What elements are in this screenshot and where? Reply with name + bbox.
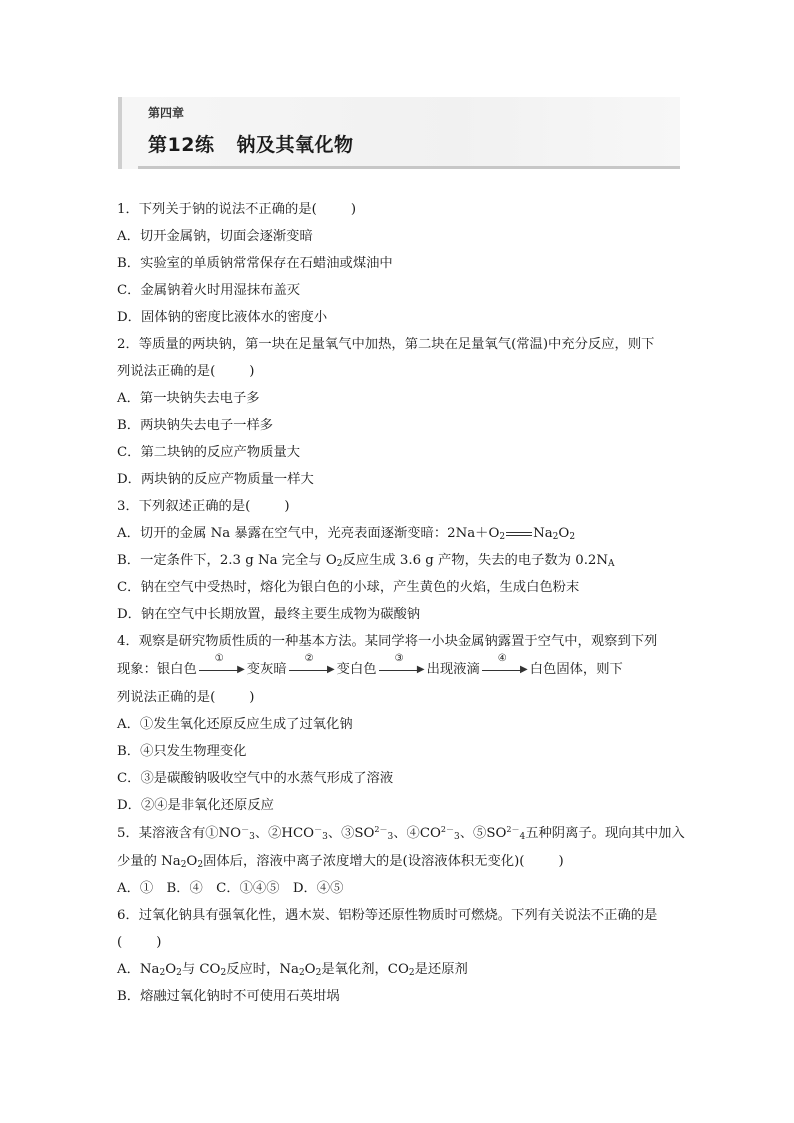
question-1-option-b: B．实验室的单质钠常常保存在石蜡油或煤油中	[117, 256, 393, 271]
question-4-stem-line3: 列说法正确的是( )	[117, 690, 255, 705]
chapter-header	[118, 97, 680, 169]
question-2-stem-line1: 2．等质量的两块钠，第一块在足量氧气中加热，第二块在足量氧气(常温)中充分反应，则下	[117, 337, 655, 352]
question-1-option-a: A．切开金属钠，切面会逐渐变暗	[117, 229, 313, 244]
question-5-stem-line2: 少量的 $Na_2O_2$固体后，溶液中离子浓度增大的是(设溶液体积无变化)( )	[117, 854, 564, 870]
arrow-step-4: ▶ ④	[482, 663, 528, 677]
question-1-stem: 1．下列关于钠的说法不正确的是( )	[117, 202, 357, 217]
question-6-option-a: A．$Na_2O_2$与 $CO_2$反应时，$Na_2O_2$是氧化剂，$CO_2$是还原剂	[117, 962, 468, 978]
question-6-stem-line1: 6．过氧化钠具有强氧化性，遇木炭、铝粉等还原性物质时可燃烧。下列有关说法不正确的是	[117, 908, 658, 923]
chapter-label: 第四章	[148, 106, 185, 120]
question-1-option-d: D．固体钠的密度比液体水的密度小	[117, 310, 328, 325]
page-title	[148, 130, 353, 157]
topic-title: 钠及其氧化物	[236, 134, 354, 156]
question-4-option-d: D．②④是非氧化还原反应	[117, 798, 274, 813]
question-4-stem-line2: 现象：银白色 ▶ ① 变灰暗 ▶ ② 变白色 ▶ ③ 出现液滴 ▶ ④ 白色固体，则下	[117, 652, 623, 677]
question-list	[117, 196, 685, 1010]
question-6-stem-line2: ( )	[117, 935, 162, 950]
question-5-options: A．① B．④ C．①④⑤ D．④⑤	[117, 881, 344, 896]
question-3-stem: 3．下列叙述正确的是( )	[117, 499, 290, 514]
question-2-option-d: D．两块钠的反应产物质量一样大	[117, 472, 314, 487]
question-4-option-a: A．①发生氧化还原反应生成了过氧化钠	[117, 717, 353, 732]
question-3-option-c: C．钠在空气中受热时，熔化为银白色的小球，产生黄色的火焰，生成白色粉末	[117, 580, 580, 595]
header-rule	[138, 166, 680, 169]
question-3-option-a: A．切开的金属 Na 暴露在空气中，光亮表面逐渐变暗：$2Na+O_2$ $Na_2O_2$	[117, 526, 576, 542]
question-5-stem-line1: 5．某溶液含有$①NO^-_3$、$②HCO^-_3$、$③SO^{2-}_3$、$④CO^{2-}_3$、$⑤SO^{2-}_4$五种阴离子。现向其中加入	[117, 825, 685, 842]
question-2-option-c: C．第二块钠的反应产物质量大	[117, 445, 301, 460]
arrow-step-3: ▶ ③	[379, 663, 425, 677]
question-6-option-b: B．熔融过氧化钠时不可使用石英坩埚	[117, 989, 340, 1004]
question-3-option-d: D．钠在空气中长期放置，最终主要生成物为碳酸钠	[117, 607, 421, 622]
equals-sign	[506, 532, 532, 536]
arrow-step-2: ▶ ②	[289, 663, 335, 677]
question-3-option-b: B．一定条件下，2.3 g Na 完全与 $O_2$反应生成 3.6 g 产物，失去的电子数为 $0.2N_A$	[117, 553, 615, 569]
practice-number: 第12练	[148, 134, 215, 156]
question-2-option-a: A．第一块钠失去电子多	[117, 391, 260, 406]
question-2-option-b: B．两块钠失去电子一样多	[117, 418, 274, 433]
question-2-stem-line2: 列说法正确的是( )	[117, 364, 255, 379]
question-4-option-b: B．④只发生物理变化	[117, 744, 247, 759]
question-1-option-c: C．金属钠着火时用湿抹布盖灭	[117, 283, 301, 298]
question-4-option-c: C．③是碳酸钠吸收空气中的水蒸气形成了溶液	[117, 771, 394, 786]
question-4-stem-line1: 4．观察是研究物质性质的一种基本方法。某同学将一小块金属钠露置于空气中，观察到下列	[117, 634, 658, 649]
arrow-step-1: ▶ ①	[199, 663, 245, 677]
